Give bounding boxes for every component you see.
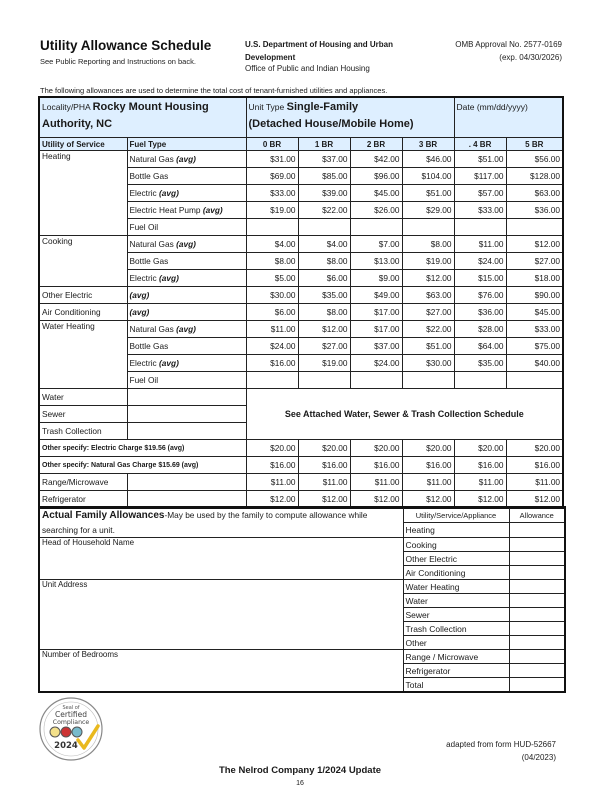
family-item-water: Water [403,594,509,608]
value-cell: $20.00 [506,440,563,457]
value-cell: $26.00 [350,202,402,219]
value-cell: $20.00 [454,440,506,457]
document-subtitle: See Public Reporting and Instructions on back. [40,57,196,66]
value-cell: $69.00 [246,168,298,185]
unit-type-label: Unit Type [248,102,285,112]
fuel-label: Natural Gas [129,154,174,164]
value-cell [402,372,454,389]
value-cell: $27.00 [402,304,454,321]
value-cell: $11.00 [506,474,563,491]
fuel-cell [127,270,246,287]
fuel-cell [127,338,246,355]
value-cell: $104.00 [402,168,454,185]
value-cell: $4.00 [298,236,350,253]
value-cell [454,219,506,236]
value-cell: $16.00 [246,457,298,474]
locality-label: Locality/PHA [42,102,91,112]
other-gas-charge: Other specify: Natural Gas Charge $15.69 (avg) [39,457,246,474]
utility-schedule-table [38,96,564,509]
value-cell: $16.00 [350,457,402,474]
fuel-cell [127,253,246,270]
fuel-label: Electric Heat Pump [129,205,201,215]
value-cell: $28.00 [454,321,506,338]
value-cell: $20.00 [298,440,350,457]
value-cell [246,219,298,236]
value-cell: $30.00 [402,355,454,372]
allowance-input[interactable] [509,636,565,650]
value-cell: $6.00 [298,270,350,287]
family-item-heating: Heating [403,523,509,538]
value-cell: $17.00 [350,304,402,321]
value-cell: $33.00 [454,202,506,219]
value-cell: $7.00 [350,236,402,253]
date-cell[interactable] [454,97,563,138]
value-cell: $96.00 [350,168,402,185]
agency-line-1: U.S. Department of Housing and Urban [245,40,394,49]
table-row [39,304,563,321]
value-cell: $5.00 [246,270,298,287]
omb-number: OMB Approval No. 2577-0169 [455,40,562,49]
value-cell: $13.00 [350,253,402,270]
family-item-trash: Trash Collection [403,622,509,636]
family-item-air-conditioning: Air Conditioning [403,566,509,580]
fuel-cell [127,168,246,185]
family-item-range: Range / Microwave [403,650,509,664]
value-cell: $17.00 [350,321,402,338]
date-label: Date (mm/dd/yyyy) [456,102,528,112]
qualifier: (avg) [159,273,179,283]
col-utility: Utility of Service [39,138,127,151]
value-cell: $11.00 [454,474,506,491]
value-cell [506,219,563,236]
bedrooms-field[interactable] [39,650,403,693]
company-footer: The Nelrod Company 1/2024 Update [218,765,382,776]
family-title-bold: Actual Family Allowances [42,510,165,521]
value-cell: $12.00 [298,321,350,338]
family-item-cooking: Cooking [403,538,509,552]
value-cell: $11.00 [246,321,298,338]
qualifier: (avg) [127,304,246,321]
table-row [39,389,563,406]
value-cell: $18.00 [506,270,563,287]
table-row [39,440,563,457]
see-attached-note: See Attached Water, Sewer & Trash Collection Schedule [246,389,563,440]
value-cell: $11.00 [350,474,402,491]
value-cell: $63.00 [402,287,454,304]
allowance-input[interactable] [509,608,565,622]
head-of-household-label: Head of Household Name [42,538,135,547]
family-title-rest: -May be used by the family to compute allowance while searching for a unit. [42,510,368,535]
value-cell: $40.00 [506,355,563,372]
unit-type-cell [246,97,454,138]
value-cell [350,219,402,236]
qualifier: (avg) [127,287,246,304]
adapted-date: (04/2023) [521,753,556,762]
fuel-cell [127,185,246,202]
family-item-refrigerator: Refrigerator [403,664,509,678]
value-cell: $12.00 [454,491,506,509]
value-cell: $11.00 [246,474,298,491]
value-cell: $27.00 [298,338,350,355]
qualifier: (avg) [176,324,196,334]
family-item-total: Total [403,678,509,693]
allowance-input[interactable] [509,552,565,566]
service-water: Water [39,389,127,406]
col-3br: 3 BR [402,138,454,151]
value-cell: $39.00 [298,185,350,202]
value-cell: $51.00 [402,338,454,355]
value-cell: $11.00 [298,474,350,491]
qualifier: (avg) [202,205,223,215]
service-water-heating: Water Heating [39,321,127,389]
qualifier: (avg) [159,188,179,198]
value-cell: $20.00 [402,440,454,457]
fuel-cell [127,219,246,236]
value-cell: $90.00 [506,287,563,304]
col-2br: 2 BR [350,138,402,151]
value-cell: $16.00 [246,355,298,372]
value-cell: $12.00 [350,491,402,509]
fuel-label: Electric [129,273,157,283]
value-cell: $8.00 [402,236,454,253]
family-allowance-title [39,507,403,538]
col-fuel: Fuel Type [127,138,246,151]
other-electric-charge: Other specify: Electric Charge $19.56 (avg) [39,440,246,457]
value-cell: $63.00 [506,185,563,202]
seal-line-3: Compliance [52,719,90,726]
qualifier: (avg) [176,154,196,164]
family-item-other-electric: Other Electric [403,552,509,566]
value-cell [402,219,454,236]
allowance-input[interactable] [509,580,565,594]
value-cell: $35.00 [298,287,350,304]
value-cell: $24.00 [350,355,402,372]
document-title: Utility Allowance Schedule [40,38,212,53]
value-cell [506,372,563,389]
unit-type-value: Single-Family [286,101,359,113]
family-item-sewer: Sewer [403,608,509,622]
value-cell: $76.00 [454,287,506,304]
seal-line-1: Seal of [62,705,80,711]
column-header-row [39,138,563,151]
allowance-input[interactable] [509,622,565,636]
allowance-input[interactable] [509,650,565,664]
fuel-cell [127,474,246,491]
fuel-label: Electric [129,358,157,368]
fuel-label: Fuel Oil [129,222,159,232]
service-heating: Heating [39,151,127,236]
table-row [39,151,563,168]
value-cell: $117.00 [454,168,506,185]
allowance-input[interactable] [509,523,565,538]
allowance-input[interactable] [509,566,565,580]
service-trash: Trash Collection [39,423,127,440]
value-cell: $8.00 [298,304,350,321]
fuel-cell [127,355,246,372]
value-cell: $49.00 [350,287,402,304]
value-cell: $12.00 [246,491,298,509]
table-row [39,236,563,253]
fuel-label: Fuel Oil [129,375,159,385]
service-cooking: Cooking [39,236,127,287]
agency-line-2: Development [245,53,296,62]
value-cell: $36.00 [454,304,506,321]
allowance-input[interactable] [509,594,565,608]
unit-type-value-2: (Detached House/Mobile Home) [248,118,414,130]
family-item-other: Other [403,636,509,650]
value-cell: $16.00 [506,457,563,474]
table-row [39,287,563,304]
allowance-total[interactable] [509,678,565,693]
value-cell: $19.00 [298,355,350,372]
fuel-cell [127,151,246,168]
value-cell: $8.00 [298,253,350,270]
value-cell: $12.00 [506,491,563,509]
value-cell: $46.00 [402,151,454,168]
value-cell: $30.00 [246,287,298,304]
value-cell: $85.00 [298,168,350,185]
value-cell [246,372,298,389]
fuel-cell [127,406,246,423]
value-cell: $24.00 [246,338,298,355]
fuel-label: Bottle Gas [129,171,169,181]
office-name: Office of Public and Indian Housing [245,64,370,73]
fuel-label: Bottle Gas [129,341,169,351]
value-cell: $12.00 [402,270,454,287]
locality-value-2: Authority, NC [42,118,113,130]
value-cell: $33.00 [246,185,298,202]
fuel-label: Bottle Gas [129,256,169,266]
table-row [39,321,563,338]
value-cell: $6.00 [246,304,298,321]
service-refrigerator: Refrigerator [39,491,127,509]
value-cell: $8.00 [246,253,298,270]
bedrooms-label: Number of Bedrooms [42,650,119,659]
intro-text: The following allowances are used to determine the total cost of tenant-furnished utilities and appliances. [40,86,388,95]
col-1br: 1 BR [298,138,350,151]
value-cell [298,219,350,236]
fuel-cell [127,423,246,440]
value-cell: $4.00 [246,236,298,253]
family-allowance-table [38,506,566,693]
value-cell: $24.00 [454,253,506,270]
value-cell: $11.00 [454,236,506,253]
agency-name [245,38,425,64]
col-5br: 5 BR [506,138,563,151]
table-row [39,474,563,491]
value-cell: $51.00 [402,185,454,202]
value-cell: $31.00 [246,151,298,168]
fuel-cell [127,389,246,406]
value-cell: $11.00 [402,474,454,491]
value-cell: $29.00 [402,202,454,219]
service-air-conditioning: Air Conditioning [39,304,127,321]
value-cell: $22.00 [402,321,454,338]
value-cell: $128.00 [506,168,563,185]
qualifier: (avg) [159,358,179,368]
seal-line-2: Certified [54,710,88,719]
service-range: Range/Microwave [39,474,127,491]
value-cell: $20.00 [350,440,402,457]
adapted-from-note [446,738,556,764]
value-cell: $16.00 [454,457,506,474]
value-cell: $19.00 [246,202,298,219]
value-cell: $45.00 [506,304,563,321]
value-cell: $19.00 [402,253,454,270]
unit-address-label: Unit Address [42,580,88,589]
table-row [39,457,563,474]
col-allowance: Allowance [509,507,565,523]
seal-year: 2024 [54,741,78,751]
value-cell: $51.00 [454,151,506,168]
fuel-cell [127,236,246,253]
col-0br: 0 BR [246,138,298,151]
value-cell [298,372,350,389]
value-cell: $12.00 [298,491,350,509]
value-cell: $27.00 [506,253,563,270]
unit-address-field[interactable] [39,580,403,650]
value-cell: $42.00 [350,151,402,168]
fuel-cell [127,202,246,219]
value-cell: $64.00 [454,338,506,355]
col-4br: . 4 BR [454,138,506,151]
value-cell: $9.00 [350,270,402,287]
value-cell: $45.00 [350,185,402,202]
value-cell [454,372,506,389]
fuel-label: Natural Gas [129,324,174,334]
value-cell: $20.00 [246,440,298,457]
service-other-electric: Other Electric [39,287,127,304]
qualifier: (avg) [176,239,196,249]
page-number: 16 [296,780,304,787]
value-cell: $22.00 [298,202,350,219]
col-utility-service: Utility/Service/Appliance [403,507,509,523]
value-cell: $37.00 [298,151,350,168]
fuel-cell [127,321,246,338]
fuel-cell [127,372,246,389]
value-cell: $15.00 [454,270,506,287]
locality-cell [39,97,246,138]
value-cell: $75.00 [506,338,563,355]
value-cell: $12.00 [506,236,563,253]
fuel-label: Electric [129,188,157,198]
fuel-label: Natural Gas [129,239,174,249]
value-cell: $33.00 [506,321,563,338]
value-cell: $36.00 [506,202,563,219]
value-cell: $37.00 [350,338,402,355]
service-sewer: Sewer [39,406,127,423]
value-cell: $35.00 [454,355,506,372]
family-item-water-heating: Water Heating [403,580,509,594]
allowance-input[interactable] [509,538,565,552]
omb-approval [455,38,562,64]
omb-expiration: (exp. 04/30/2026) [499,53,562,62]
certified-compliance-seal-icon [38,696,104,762]
value-cell: $12.00 [402,491,454,509]
value-cell: $16.00 [402,457,454,474]
value-cell: $56.00 [506,151,563,168]
value-cell [350,372,402,389]
head-of-household-field[interactable] [39,538,403,580]
value-cell: $57.00 [454,185,506,202]
locality-value: Rocky Mount Housing [92,101,209,113]
adapted-form: adapted from form HUD-52667 [446,740,556,749]
value-cell: $16.00 [298,457,350,474]
allowance-input[interactable] [509,664,565,678]
